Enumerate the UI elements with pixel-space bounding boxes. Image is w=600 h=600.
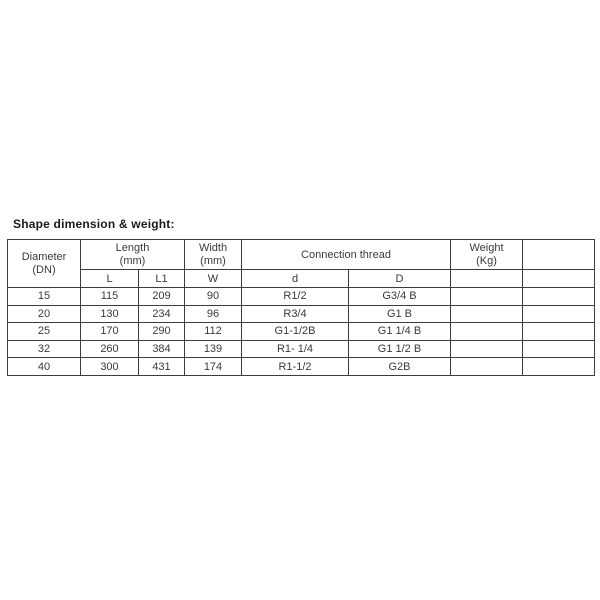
cell-l: 260 [81,340,139,358]
cell-weight [451,358,523,376]
cell-empty [523,305,595,323]
cell-w: 139 [185,340,242,358]
cell-diameter: 40 [8,358,81,376]
cell-diameter: 15 [8,288,81,306]
header-weight [451,240,523,270]
cell-diameter: 32 [8,340,81,358]
table-row [8,340,595,358]
cell-diameter: 20 [8,305,81,323]
cell-l: 115 [81,288,139,306]
cell-w: 90 [185,288,242,306]
subheader-weight-empty [451,270,523,288]
cell-l1: 234 [139,305,185,323]
cell-D: G1 B [349,305,451,323]
cell-empty [523,288,595,306]
header-weight-label: Weight [469,241,504,254]
cell-w: 96 [185,305,242,323]
cell-l1: 209 [139,288,185,306]
subheader-w: W [185,270,242,288]
header-diameter-label: Diameter [21,250,67,263]
header-row-1 [8,240,595,270]
header-length-unit: (mm) [119,254,146,267]
cell-l1: 431 [139,358,185,376]
cell-empty [523,340,595,358]
cell-d: R1- 1/4 [242,340,349,358]
cell-empty [523,358,595,376]
header-row-2 [8,270,595,288]
cell-l: 170 [81,323,139,341]
cell-D: G1 1/2 B [349,340,451,358]
table-row [8,358,595,376]
dimension-weight-table [7,239,595,376]
cell-empty [523,323,595,341]
cell-D: G2B [349,358,451,376]
header-connection-thread: Connection thread [242,240,451,270]
cell-d: R1-1/2 [242,358,349,376]
table-row [8,323,595,341]
table-row [8,305,595,323]
cell-weight [451,340,523,358]
cell-weight [451,323,523,341]
cell-weight [451,288,523,306]
subheader-D: D [349,270,451,288]
subheader-l1: L1 [139,270,185,288]
header-weight-unit: (Kg) [476,254,497,267]
cell-diameter: 25 [8,323,81,341]
header-length [81,240,185,270]
cell-l: 130 [81,305,139,323]
header-length-label: Length [115,241,150,254]
cell-d: R3/4 [242,305,349,323]
subheader-l: L [81,270,139,288]
header-width-label: Width [198,241,228,254]
subheader-d: d [242,270,349,288]
cell-D: G1 1/4 B [349,323,451,341]
header-width-unit: (mm) [200,254,226,267]
cell-weight [451,305,523,323]
cell-d: R1/2 [242,288,349,306]
header-empty-column [523,240,595,270]
header-width [185,240,242,270]
cell-w: 174 [185,358,242,376]
cell-D: G3/4 B [349,288,451,306]
table-row [8,288,595,306]
header-diameter-unit: (DN) [32,263,56,276]
page-title: Shape dimension & weight: [13,217,175,231]
cell-w: 112 [185,323,242,341]
header-diameter [8,240,81,288]
subheader-empty-column [523,270,595,288]
cell-l1: 384 [139,340,185,358]
cell-l1: 290 [139,323,185,341]
cell-d: G1-1/2B [242,323,349,341]
cell-l: 300 [81,358,139,376]
